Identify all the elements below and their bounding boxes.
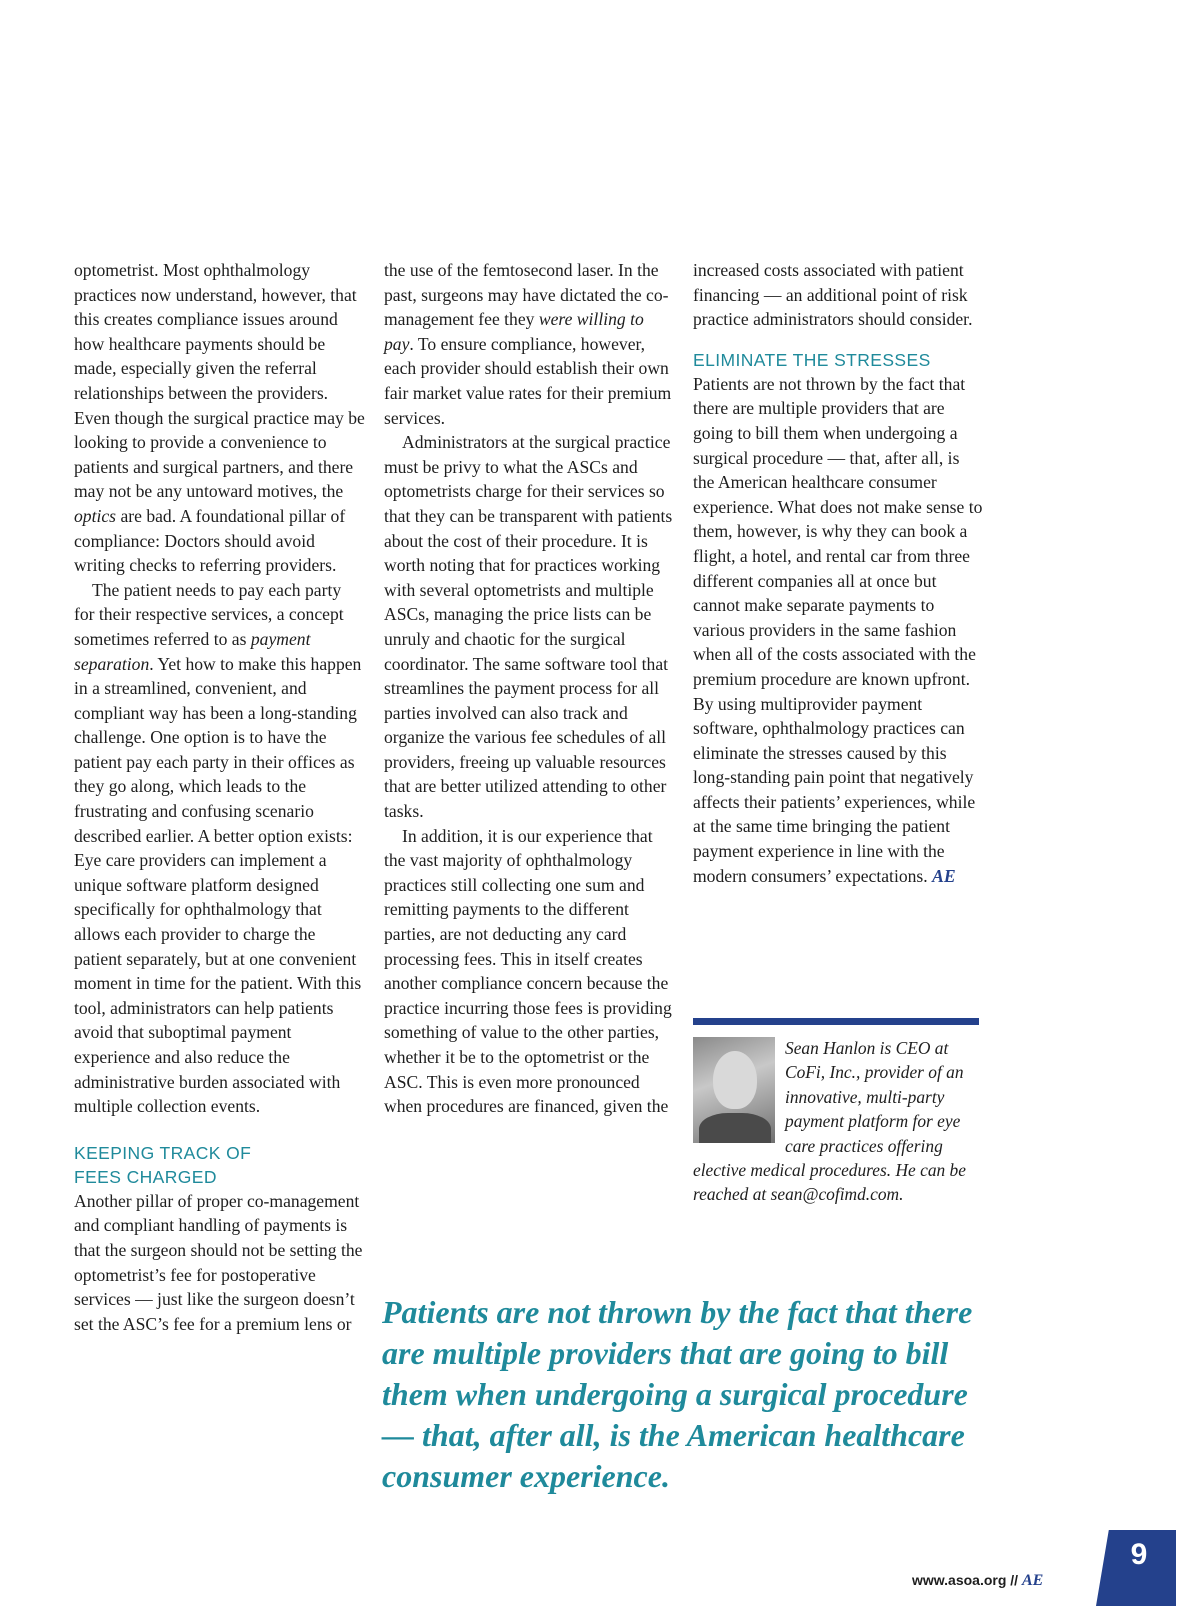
body-paragraph: Another pillar of proper co-management and compliant handling of payments is that the surgeon should not be setting the optometrist’s fee for postoperative services — just like the surgeon doesn’t set the ASC’s fee for a premium lens or — [74, 1190, 363, 1334]
author-bio — [693, 1036, 983, 1207]
body-paragraph: Patients are not thrown by the fact that there are multiple providers that are going to bill them when undergoing a surgical procedure — that, after all, is the American healthcare consumer experience. What does not make sense to them, however, is why they can book a flight, a hotel, and rental car from three different companies all at once but cannot make separate payments to various providers in the same fashion when all of the costs associated with the premium procedure are known upfront. — [693, 373, 983, 689]
body-paragraph: increased costs associated with patient financing — an additional point of risk practice administrators should consider. — [693, 260, 973, 330]
article-column-1 — [74, 258, 366, 1336]
page-number: 9 — [1130, 1538, 1148, 1571]
body-paragraph — [693, 692, 985, 889]
article-column-2 — [384, 258, 676, 1119]
body-text: the use of the femtosecond laser. In the past, surgeons may have dictated the co-management fee they — [384, 260, 669, 330]
site-link[interactable]: www.asoa.org — [912, 1572, 1007, 1588]
bio-text: Sean Hanlon is CEO at CoFi, Inc., provider of an innovative, multi-party payment platform for eye care practices offering elective medical procedures. He can be reached at sean@cofimd.com. — [693, 1038, 966, 1205]
body-paragraph: Administrators at the surgical practice must be privy to what the ASCs and optometrists charge for their services so that they can be transparent with patients about the cost of their procedure. It is worth noting that for practices working with several optometrists and multiple ASCs, managing the price lists can be unruly and chaotic for the surgical coordinator. The same software tool that streamlines the payment process for all parties involved can also track and organize the various fee schedules of all providers, freeing up valuable resources that are better utilized attending to other tasks. — [384, 432, 673, 822]
emphasis-text: payment separation — [74, 628, 311, 674]
author-shirt-shape — [699, 1113, 771, 1143]
body-text: are bad. A foundational pillar of compliance: Doctors should avoid writing checks to referring providers. — [74, 505, 346, 576]
section-heading-eliminate-stresses: ELIMINATE THE STRESSES — [693, 349, 931, 370]
section-heading-keeping-track — [74, 1141, 366, 1189]
author-face-shape — [713, 1051, 757, 1109]
body-text: The patient needs to pay each party for their respective services, a concept sometimes referred to as — [74, 579, 344, 649]
heading-line: FEES CHARGED — [74, 1166, 217, 1187]
author-photo — [693, 1037, 775, 1143]
footer-url — [912, 1572, 1043, 1590]
body-text: . To ensure compliance, however, each provider should establish their own fair market value rates for their premium services. — [384, 333, 672, 428]
body-text: optometrist. Most ophthalmology practices now understand, however, that this creates compliance issues around how healthcare payments should be made, especially given the referral relationships between the providers. Even though the surgical practice may be looking to provide a convenience to patients and surgical partners, and there may not be any untoward motives, the — [74, 260, 365, 502]
body-paragraph — [384, 258, 676, 430]
heading-line: KEEPING TRACK OF — [74, 1142, 252, 1163]
bio-divider — [693, 1018, 979, 1025]
body-paragraph — [74, 258, 366, 578]
body-paragraph: In addition, it is our experience that the vast majority of ophthalmology practices still collecting one sum and remitting payments to the different parties, are not deducting any card processing fees. This in itself creates another compliance concern because the practice incurring those fees is providing something of value to the other parties, whether it be to the optometrist or the ASC. This is even more pronounced when procedures are financed, given the — [384, 825, 672, 1117]
emphasis-text: were willing to pay — [384, 309, 644, 354]
pull-quote: Patients are not thrown by the fact that there are multiple providers that are going to bill them when undergoing a surgical procedure — that, after all, is the American healthcare consumer experience. — [382, 1294, 973, 1494]
body-text: . Yet how to make this happen in a streamlined, convenient, and compliant way has been a long-standing challenge. One option is to have the patient pay each party in their offices as they go along, which leads to the frustrating and confusing scenario described earlier. A better option exists: Eye care providers can implement a unique software platform designed specifically for ophthalmology that allows each provider to charge the patient separately, but at one convenient moment in time for the patient. With this tool, administrators can help patients avoid that suboptimal payment experience and also reduce the administrative burden associated with multiple collection events. — [74, 653, 362, 1117]
emphasis-text: optics — [74, 505, 117, 526]
footer-separator: // — [1010, 1572, 1019, 1588]
body-paragraph — [74, 578, 366, 1119]
article-column-3 — [693, 258, 985, 888]
body-text: By using multiprovider payment software, ophthalmology practices can eliminate the stresses caused by this long-standing pain point that negatively affects their patients’ experiences, while at the same time bringing the patient payment experience in line with the modern consumers’ expectations. — [693, 693, 976, 886]
end-mark-logo: AE — [932, 865, 956, 886]
footer-logo: AE — [1021, 1572, 1044, 1589]
